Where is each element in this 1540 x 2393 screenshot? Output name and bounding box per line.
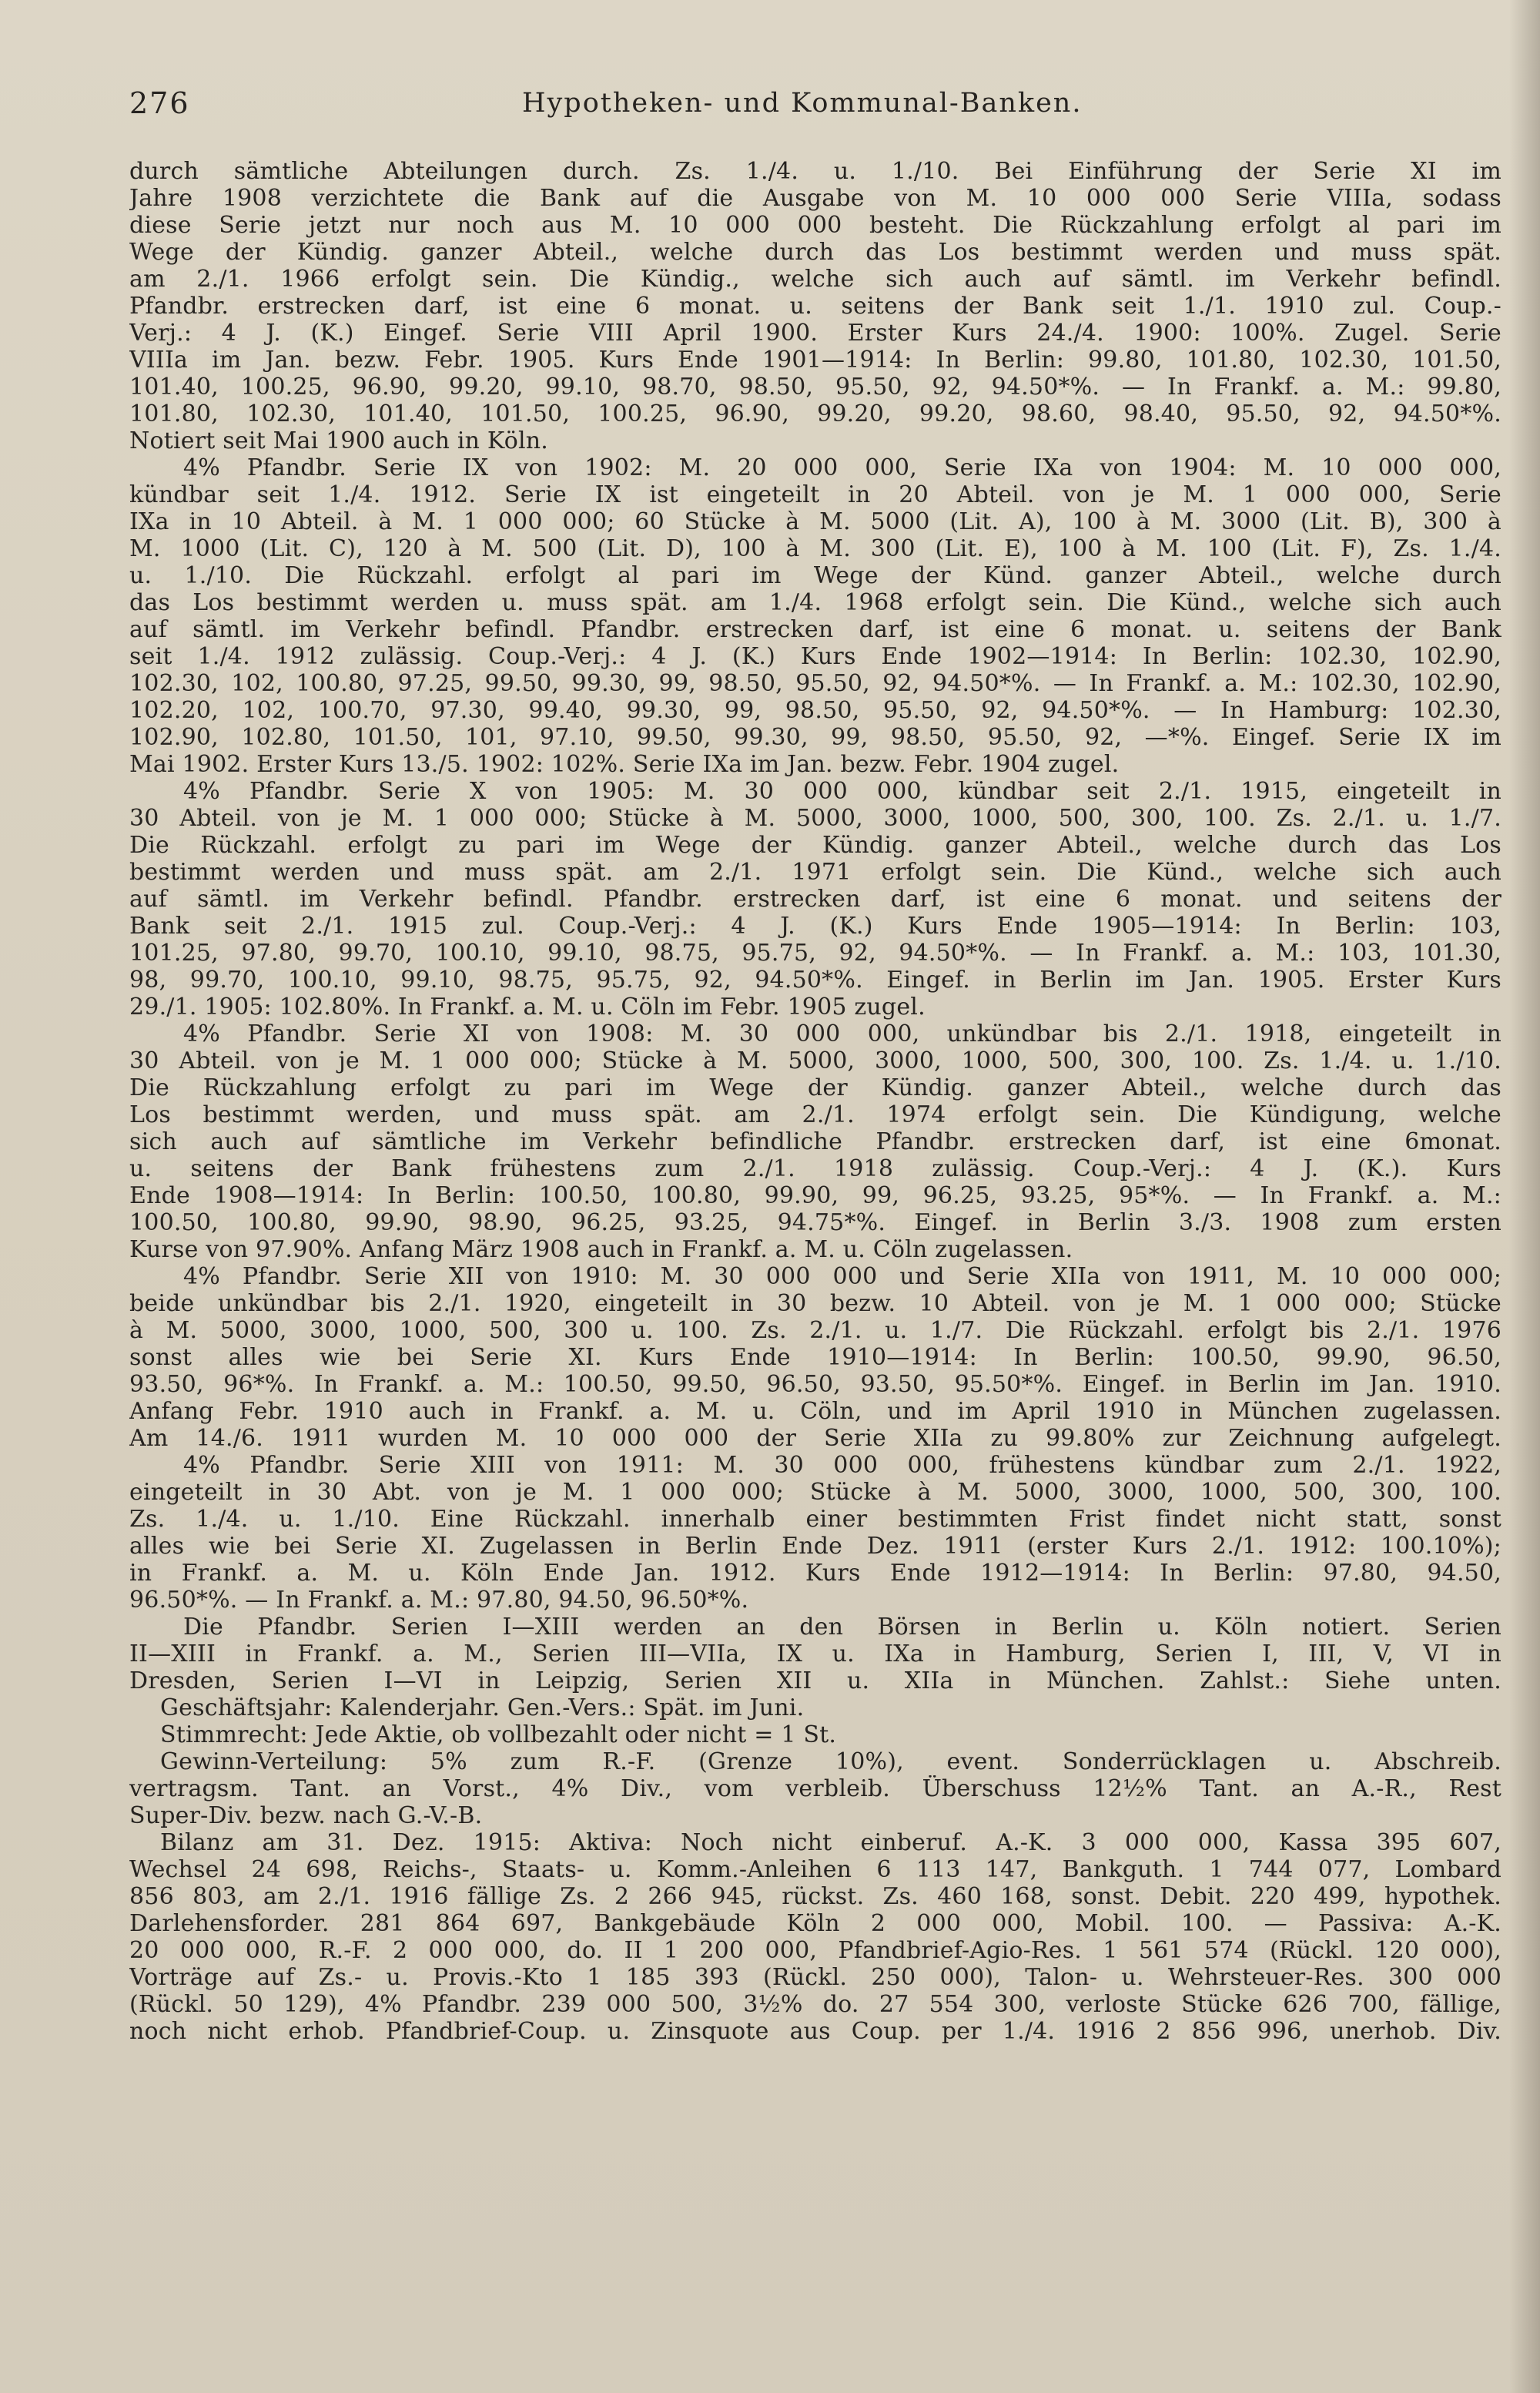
text-line: Die Rückzahlung erfolgt zu pari im Wege der Kündig. ganzer Abteil., welche durch das: [129, 1074, 1502, 1101]
text-line: VIIIa im Jan. bezw. Febr. 1905. Kurs Ende 1901—1914: In Berlin: 99.80, 101.80, 102.30, 101.50,: [129, 347, 1502, 374]
text-line: vertragsm. Tant. an Vorst., 4% Div., vom verbleib. Überschuss 12½% Tant. an A.-R., Rest: [129, 1775, 1502, 1802]
page-number: 276: [129, 86, 190, 120]
text-line: Wechsel 24 698, Reichs-, Staats- u. Komm.-Anleihen 6 113 147, Bankguth. 1 744 077, Lombard: [129, 1856, 1502, 1883]
text-line: u. 1./10. Die Rückzahl. erfolgt al pari im Wege der Künd. ganzer Abteil., welche durch: [129, 562, 1502, 589]
text-line: Die Pfandbr. Serien I—XIII werden an den Börsen in Berlin u. Köln notiert. Serien: [183, 1614, 1502, 1641]
text-line: 101.25, 97.80, 99.70, 100.10, 99.10, 98.75, 95.75, 92, 94.50*%. — In Frankf. a. M.: 103, 101.30,: [129, 940, 1502, 967]
text-line: kündbar seit 1./4. 1912. Serie IX ist eingeteilt in 20 Abteil. von je M. 1 000 000, Serie: [129, 481, 1502, 508]
text-line: 30 Abteil. von je M. 1 000 000; Stücke à M. 5000, 3000, 1000, 500, 300, 100. Zs. 2./1. u. 1./7.: [129, 805, 1502, 832]
text-line: Die Rückzahl. erfolgt zu pari im Wege der Kündig. ganzer Abteil., welche durch das Los: [129, 832, 1502, 859]
text-line: (Rückl. 50 129), 4% Pfandbr. 239 000 500, 3½% do. 27 554 300, verloste Stücke 626 700, fällige,: [129, 1991, 1502, 2018]
text-line: Bilanz am 31. Dez. 1915: Aktiva: Noch nicht einberuf. A.-K. 3 000 000, Kassa 395 607,: [160, 1829, 1502, 1856]
text-line: Pfandbr. erstrecken darf, ist eine 6 monat. u. seitens der Bank seit 1./1. 1910 zul. Coup.-: [129, 293, 1502, 320]
text-line: II—XIII in Frankf. a. M., Serien III—VIIa, IX u. IXa in Hamburg, Serien I, III, V, VI in: [129, 1641, 1502, 1667]
text-line: Vorträge auf Zs.- u. Provis.-Kto 1 185 393 (Rückl. 250 000), Talon- u. Wehrsteuer-Res. 300 000: [129, 1964, 1502, 1991]
text-line: 4% Pfandbr. Serie X von 1905: M. 30 000 000, kündbar seit 2./1. 1915, eingeteilt in: [183, 778, 1502, 805]
text-line: eingeteilt in 30 Abt. von je M. 1 000 000; Stücke à M. 5000, 3000, 1000, 500, 300, 100.: [129, 1479, 1502, 1506]
body-text: [129, 158, 1502, 2045]
text-line: noch nicht erhob. Pfandbrief-Coup. u. Zinsquote aus Coup. per 1./4. 1916 2 856 996, unerhob. Div.: [129, 2018, 1502, 2045]
text-line: 101.80, 102.30, 101.40, 101.50, 100.25, 96.90, 99.20, 99.20, 98.60, 98.40, 95.50, 92, 94.50*%.: [129, 401, 1502, 427]
text-line: Bank seit 2./1. 1915 zul. Coup.-Verj.: 4 J. (K.) Kurs Ende 1905—1914: In Berlin: 103,: [129, 913, 1502, 940]
text-line: 29./1. 1905: 102.80%. In Frankf. a. M. u. Cöln im Febr. 1905 zugel.: [129, 994, 926, 1021]
text-line: Notiert seit Mai 1900 auch in Köln.: [129, 427, 549, 454]
text-line: 30 Abteil. von je M. 1 000 000; Stücke à M. 5000, 3000, 1000, 500, 300, 100. Zs. 1./4. u. 1./10.: [129, 1047, 1502, 1074]
text-line: 98, 99.70, 100.10, 99.10, 98.75, 95.75, 92, 94.50*%. Eingef. in Berlin im Jan. 1905. Erster Kurs: [129, 967, 1502, 994]
text-line: Wege der Kündig. ganzer Abteil., welche durch das Los bestimmt werden und muss spät.: [129, 239, 1502, 266]
text-line: Mai 1902. Erster Kurs 13./5. 1902: 102%. Serie IXa im Jan. bezw. Febr. 1904 zugel.: [129, 751, 1120, 778]
text-line: Kurse von 97.90%. Anfang März 1908 auch in Frankf. a. M. u. Cöln zugelassen.: [129, 1236, 1073, 1263]
text-line: u. seitens der Bank frühestens zum 2./1. 1918 zulässig. Coup.-Verj.: 4 J. (K.). Kurs: [129, 1155, 1502, 1182]
text-line: am 2./1. 1966 erfolgt sein. Die Kündig., welche sich auch auf sämtl. im Verkehr befindl.: [129, 266, 1502, 293]
text-line: 101.40, 100.25, 96.90, 99.20, 99.10, 98.70, 98.50, 95.50, 92, 94.50*%. — In Frankf. a. M.: 99.80,: [129, 374, 1502, 401]
text-line: Darlehensforder. 281 864 697, Bankgebäude Köln 2 000 000, Mobil. 100. — Passiva: A.-K.: [129, 1910, 1502, 1937]
text-line: durch sämtliche Abteilungen durch. Zs. 1./4. u. 1./10. Bei Einführung der Serie XI im: [129, 158, 1502, 185]
running-head: Hypotheken- und Kommunal-Banken.: [522, 88, 1083, 119]
text-line: Ende 1908—1914: In Berlin: 100.50, 100.80, 99.90, 99, 96.25, 93.25, 95*%. — In Frankf. a. M.:: [129, 1182, 1502, 1209]
text-line: M. 1000 (Lit. C), 120 à M. 500 (Lit. D), 100 à M. 300 (Lit. E), 100 à M. 100 (Lit. F), Zs. 1./4.: [129, 535, 1502, 562]
text-line: alles wie bei Serie XI. Zugelassen in Berlin Ende Dez. 1911 (erster Kurs 2./1. 1912: 100.10%);: [129, 1533, 1502, 1560]
text-line: 20 000 000, R.-F. 2 000 000, do. II 1 200 000, Pfandbrief-Agio-Res. 1 561 574 (Rückl. 120 000),: [129, 1937, 1502, 1964]
text-line: Am 14./6. 1911 wurden M. 10 000 000 der Serie XIIa zu 99.80% zur Zeichnung aufgelegt.: [129, 1425, 1502, 1452]
text-line: Zs. 1./4. u. 1./10. Eine Rückzahl. innerhalb einer bestimmten Frist findet nicht statt, sonst: [129, 1506, 1502, 1533]
text-line: Gewinn-Verteilung: 5% zum R.-F. (Grenze 10%), event. Sonderrücklagen u. Abschreib.: [160, 1748, 1502, 1775]
text-line: Super-Div. bezw. nach G.-V.-B.: [129, 1802, 483, 1829]
text-line: beide unkündbar bis 2./1. 1920, eingeteilt in 30 bezw. 10 Abteil. von je M. 1 000 000; Stücke: [129, 1290, 1502, 1317]
text-line: à M. 5000, 3000, 1000, 500, 300 u. 100. Zs. 2./1. u. 1./7. Die Rückzahl. erfolgt bis 2./1. 1976: [129, 1317, 1502, 1344]
text-line: diese Serie jetzt nur noch aus M. 10 000 000 besteht. Die Rückzahlung erfolgt al pari im: [129, 212, 1502, 239]
text-line: 96.50*%. — In Frankf. a. M.: 97.80, 94.50, 96.50*%.: [129, 1587, 749, 1614]
text-line: Jahre 1908 verzichtete die Bank auf die Ausgabe von M. 10 000 000 Serie VIIIa, sodass: [129, 185, 1502, 212]
text-line: bestimmt werden und muss spät. am 2./1. 1971 erfolgt sein. Die Künd., welche sich auch: [129, 859, 1502, 886]
text-line: Anfang Febr. 1910 auch in Frankf. a. M. u. Cöln, und im April 1910 in München zugelassen.: [129, 1398, 1502, 1425]
text-line: 4% Pfandbr. Serie XIII von 1911: M. 30 000 000, frühestens kündbar zum 2./1. 1922,: [183, 1452, 1502, 1479]
text-line: das Los bestimmt werden u. muss spät. am 1./4. 1968 erfolgt sein. Die Künd., welche sich auch: [129, 589, 1502, 616]
text-line: in Frankf. a. M. u. Köln Ende Jan. 1912. Kurs Ende 1912—1914: In Berlin: 97.80, 94.50,: [129, 1560, 1502, 1587]
text-line: sich auch auf sämtliche im Verkehr befindliche Pfandbr. erstrecken darf, ist eine 6monat.: [129, 1128, 1502, 1155]
text-line: Dresden, Serien I—VI in Leipzig, Serien XII u. XIIa in München. Zahlst.: Siehe unten.: [129, 1667, 1502, 1694]
text-line: seit 1./4. 1912 zulässig. Coup.-Verj.: 4 J. (K.) Kurs Ende 1902—1914: In Berlin: 102.30, 102.90,: [129, 643, 1502, 670]
text-line: 93.50, 96*%. In Frankf. a. M.: 100.50, 99.50, 96.50, 93.50, 95.50*%. Eingef. in Berlin im Jan. 1910.: [129, 1371, 1502, 1398]
text-line: 4% Pfandbr. Serie IX von 1902: M. 20 000 000, Serie IXa von 1904: M. 10 000 000,: [183, 454, 1502, 481]
page-header: [129, 86, 1502, 132]
text-line: 4% Pfandbr. Serie XI von 1908: M. 30 000 000, unkündbar bis 2./1. 1918, eingeteilt in: [183, 1021, 1502, 1047]
page-edge-shadow: [1509, 0, 1540, 2393]
text-line: Geschäftsjahr: Kalenderjahr. Gen.-Vers.: Spät. im Juni.: [160, 1694, 805, 1721]
text-line: 100.50, 100.80, 99.90, 98.90, 96.25, 93.25, 94.75*%. Eingef. in Berlin 3./3. 1908 zum ersten: [129, 1209, 1502, 1236]
text-line: Verj.: 4 J. (K.) Eingef. Serie VIII April 1900. Erster Kurs 24./4. 1900: 100%. Zugel. Serie: [129, 320, 1502, 347]
text-line: 102.90, 102.80, 101.50, 101, 97.10, 99.50, 99.30, 99, 98.50, 95.50, 92, —*%. Eingef. Serie IX im: [129, 724, 1502, 751]
text-line: Los bestimmt werden, und muss spät. am 2./1. 1974 erfolgt sein. Die Kündigung, welche: [129, 1101, 1502, 1128]
text-line: 102.20, 102, 100.70, 97.30, 99.40, 99.30, 99, 98.50, 95.50, 92, 94.50*%. — In Hamburg: 102.30,: [129, 697, 1502, 724]
text-line: Stimmrecht: Jede Aktie, ob vollbezahlt oder nicht = 1 St.: [160, 1721, 837, 1748]
text-line: 856 803, am 2./1. 1916 fällige Zs. 2 266 945, rückst. Zs. 460 168, sonst. Debit. 220 499, hypothek.: [129, 1883, 1502, 1910]
text-line: 102.30, 102, 100.80, 97.25, 99.50, 99.30, 99, 98.50, 95.50, 92, 94.50*%. — In Frankf. a. M.: 102.30, 102.90,: [129, 670, 1502, 697]
text-line: 4% Pfandbr. Serie XII von 1910: M. 30 000 000 und Serie XIIa von 1911, M. 10 000 000;: [183, 1263, 1502, 1290]
text-line: sonst alles wie bei Serie XI. Kurs Ende 1910—1914: In Berlin: 100.50, 99.90, 96.50,: [129, 1344, 1502, 1371]
text-line: auf sämtl. im Verkehr befindl. Pfandbr. erstrecken darf, ist eine 6 monat. u. seitens der Bank: [129, 616, 1502, 643]
text-line: auf sämtl. im Verkehr befindl. Pfandbr. erstrecken darf, ist eine 6 monat. und seitens der: [129, 886, 1502, 913]
text-line: IXa in 10 Abteil. à M. 1 000 000; 60 Stücke à M. 5000 (Lit. A), 100 à M. 3000 (Lit. B), 300 à: [129, 508, 1502, 535]
